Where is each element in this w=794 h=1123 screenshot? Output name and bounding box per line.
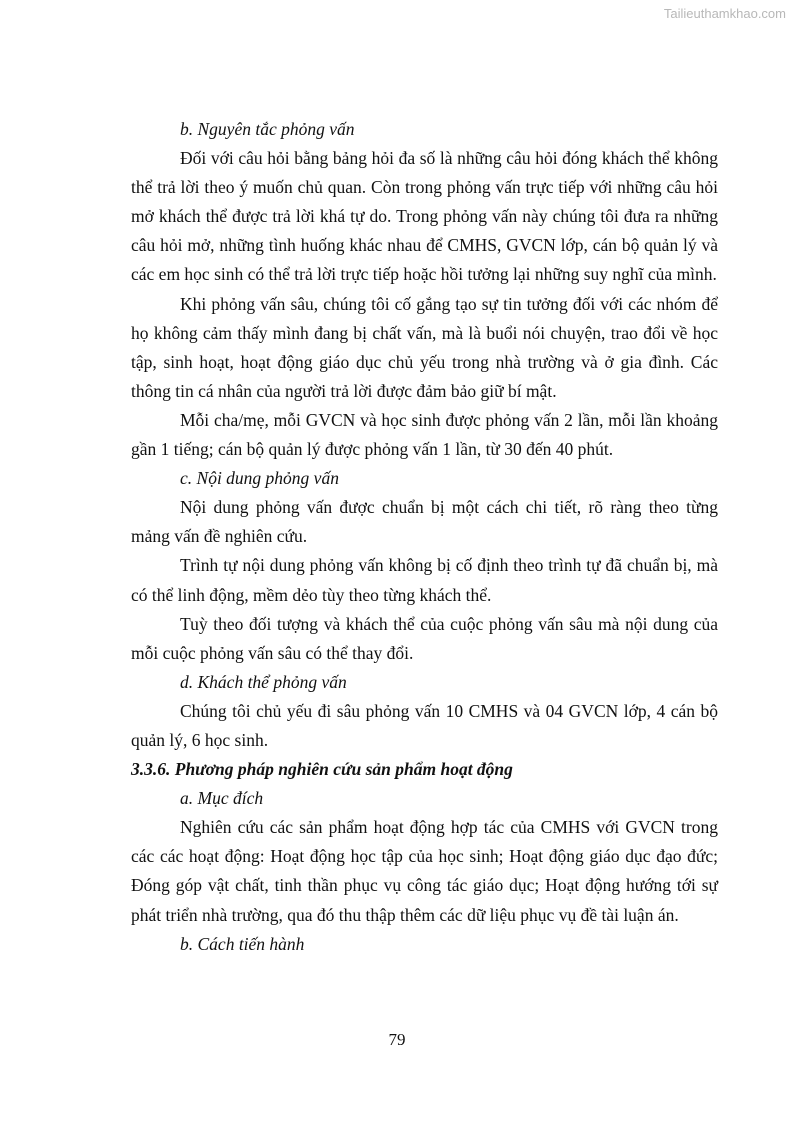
paragraph: Nội dung phỏng vấn được chuẩn bị một cách chi tiết, rõ ràng theo từng mảng vấn đề nghiên cứu. — [131, 497, 718, 547]
paragraph: Khi phỏng vấn sâu, chúng tôi cố gắng tạo sự tin tưởng đối với các nhóm để họ không cảm thấy mình đang bị chất vấn, mà là buổi nói chuyện, trao đổi về học tập, sinh hoạt, hoạt động giáo dục chủ yếu trong nhà trường và ở gia đình. Các thông tin cá nhân của người trả lời được đảm bảo giữ bí mật. — [131, 293, 718, 401]
paragraph: Nghiên cứu các sản phẩm hoạt động hợp tác của CMHS với GVCN trong các các hoạt động: Hoạt động học tập của học sinh; Hoạt động giáo dục đạo đức; Đóng góp vật chất, tinh thần phục vụ công tác giáo dục; Hoạt động hướng tới sự phát triển nhà trường, qua đó thu thập thêm các dữ liệu phục vụ đề tài luận án. — [131, 817, 718, 925]
page-number: 79 — [388, 1030, 406, 1049]
paragraph: Chúng tôi chủ yếu đi sâu phỏng vấn 10 CMHS và 04 GVCN lớp, 4 cán bộ quản lý, 6 học sinh. — [131, 700, 718, 750]
paragraph: Tuỳ theo đối tượng và khách thể của cuộc phỏng vấn sâu mà nội dung của mỗi cuộc phỏng vấn sâu có thể thay đổi. — [131, 613, 718, 663]
subheading-interview-principles: b. Nguyên tắc phỏng vấn — [180, 119, 355, 139]
subheading-purpose: a. Mục đích — [180, 788, 264, 809]
subheading-procedure: b. Cách tiến hành — [180, 933, 305, 954]
section-heading: 3.3.6. Phương pháp nghiên cứu sản phẩm hoạt động — [131, 759, 513, 780]
document-body — [131, 115, 718, 959]
subheading-interview-subjects: d. Khách thể phỏng vấn — [180, 671, 347, 692]
subheading-interview-content: c. Nội dung phỏng vấn — [180, 468, 339, 489]
paragraph: Đối với câu hỏi bằng bảng hỏi đa số là những câu hỏi đóng khách thể không thể trả lời theo ý muốn chủ quan. Còn trong phỏng vấn trực tiếp với những câu hỏi mở khách thể được trả lời khá tự do. Trong phỏng vấn này chúng tôi đưa ra những câu hỏi mở, những tình huống khác nhau để CMHS, GVCN lớp, cán bộ quản lý và các em học sinh có thể trả lời trực tiếp hoặc hồi tưởng lại những suy nghĩ của mình. — [131, 148, 718, 285]
paragraph: Mỗi cha/mẹ, mỗi GVCN và học sinh được phỏng vấn 2 lần, mỗi lần khoảng gần 1 tiếng; cán bộ quản lý được phỏng vấn 1 lần, từ 30 đến 40 phút. — [131, 409, 718, 460]
paragraph: Trình tự nội dung phỏng vấn không bị cố định theo trình tự đã chuẩn bị, mà có thể linh động, mềm dẻo tùy theo từng khách thể. — [131, 555, 718, 605]
watermark-text: Tailieuthamkhao.com — [663, 6, 786, 21]
